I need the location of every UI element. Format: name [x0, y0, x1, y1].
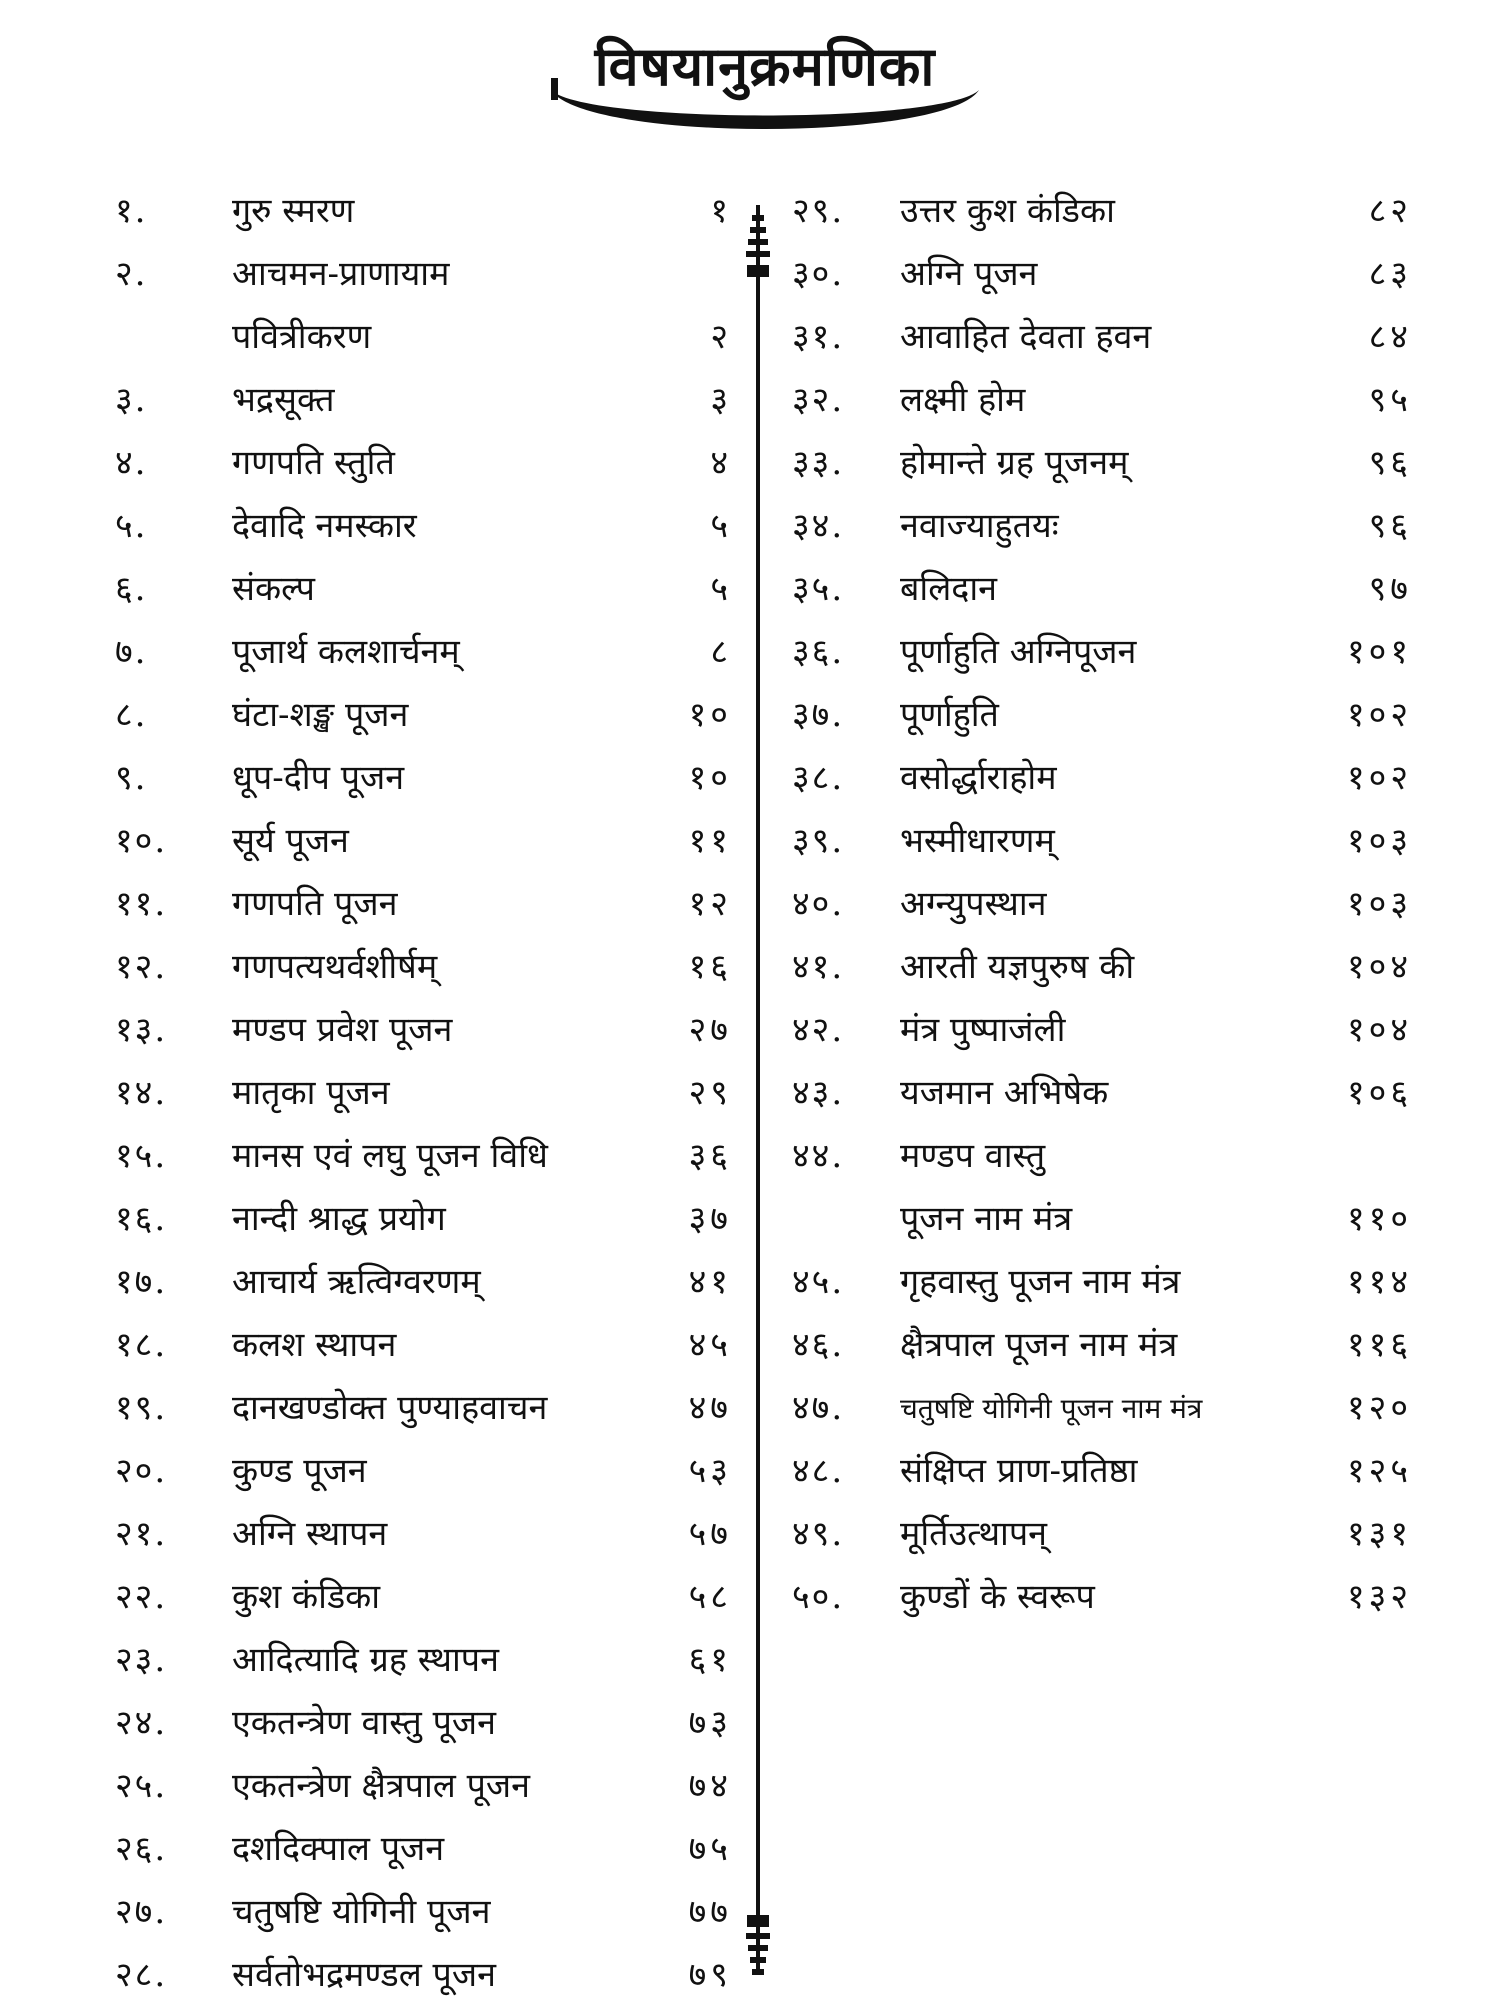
toc-entry	[0, 1440, 750, 1503]
toc-entry-page-number: ८४	[1368, 317, 1412, 357]
toc-entry	[0, 621, 750, 684]
toc-entry-page-number: ७४	[688, 1766, 732, 1806]
toc-entry-title: होमान्ते ग्रह पूजनम्	[900, 443, 1129, 483]
toc-entry-title: नवाज्याहुतयः	[900, 506, 1059, 546]
toc-entry	[0, 369, 750, 432]
toc-entry-page-number: ५३	[688, 1451, 732, 1491]
toc-entry-title: आदित्यादि ग्रह स्थापन	[232, 1640, 499, 1680]
toc-entry-number: ३९.	[792, 821, 845, 861]
toc-entry-page-number: २	[710, 317, 732, 357]
toc-entry	[0, 999, 750, 1062]
toc-entry-page-number: १६	[688, 947, 732, 987]
toc-entry	[760, 1566, 1500, 1629]
toc-entry	[0, 1062, 750, 1125]
toc-entry-title: सर्वतोभद्रमण्डल पूजन	[232, 1955, 496, 1995]
toc-entry-page-number: १	[710, 191, 732, 231]
toc-entry-title: मंत्र पुष्पाजंली	[900, 1010, 1066, 1050]
toc-entry-number: ८.	[115, 695, 148, 735]
toc-entry	[760, 306, 1500, 369]
toc-entry	[760, 243, 1500, 306]
toc-entry-number: २१.	[115, 1514, 168, 1554]
toc-entry-number: २४.	[115, 1703, 168, 1743]
toc-entry-page-number: १०	[688, 758, 732, 798]
toc-entry-number: १२.	[115, 947, 168, 987]
toc-entry-number: ४६.	[792, 1325, 845, 1365]
toc-entry	[0, 810, 750, 873]
toc-entry-number: १०.	[115, 821, 168, 861]
toc-entry-title: गणपत्यथर्वशीर्षम्	[232, 947, 438, 987]
toc-entry-number: २२.	[115, 1577, 168, 1617]
toc-entry	[760, 1125, 1500, 1188]
toc-entry-number: ७.	[115, 632, 148, 672]
toc-entry-page-number: ५८	[688, 1577, 732, 1617]
toc-entry-title: पूर्णाहुति अग्निपूजन	[900, 632, 1137, 672]
toc-entry-page-number: ३६	[688, 1136, 732, 1176]
toc-entry-title: पूजन नाम मंत्र	[900, 1199, 1073, 1239]
toc-entry-number: १६.	[115, 1199, 168, 1239]
toc-entry-page-number: ११०	[1346, 1199, 1412, 1239]
toc-entry-number: १९.	[115, 1388, 168, 1428]
toc-entry	[0, 1566, 750, 1629]
toc-entry-title: आवाहित देवता हवन	[900, 317, 1152, 357]
toc-entry	[760, 495, 1500, 558]
toc-entry-page-number: २७	[688, 1010, 732, 1050]
toc-entry-number: २३.	[115, 1640, 168, 1680]
toc-entry-page-number: १०१	[1346, 632, 1412, 672]
toc-entry	[760, 873, 1500, 936]
toc-entry	[0, 684, 750, 747]
toc-entry-number: ४५.	[792, 1262, 845, 1302]
toc-entry-title: दशदिक्पाल पूजन	[232, 1829, 445, 1869]
toc-entry-number: ३४.	[792, 506, 845, 546]
toc-entry-title: घंटा-शङ्ख पूजन	[232, 695, 409, 735]
toc-entry	[0, 243, 750, 306]
toc-entry-page-number: १०३	[1346, 821, 1412, 861]
toc-entry-number: ३२.	[792, 380, 845, 420]
toc-entry-number: ३३.	[792, 443, 845, 483]
toc-entry	[760, 1062, 1500, 1125]
toc-entry-page-number: ३७	[688, 1199, 732, 1239]
toc-entry-title: पूजार्थ कलशार्चनम्	[232, 632, 460, 672]
toc-entry	[760, 1251, 1500, 1314]
toc-entry-number: ४४.	[792, 1136, 845, 1176]
toc-entry-number: ४९.	[792, 1514, 845, 1554]
toc-entry-title: चतुषष्टि योगिनी पूजन	[232, 1892, 491, 1932]
toc-entry-number: ४०.	[792, 884, 845, 924]
toc-entry-page-number: ११६	[1346, 1325, 1412, 1365]
toc-entry-number: ३५.	[792, 569, 845, 609]
toc-entry	[0, 1503, 750, 1566]
toc-entry-number: ५०.	[792, 1577, 845, 1617]
toc-entry-page-number: ९७	[1368, 569, 1412, 609]
toc-entry-number: ४८.	[792, 1451, 845, 1491]
toc-entry	[0, 1188, 750, 1251]
toc-entry-page-number: १०	[688, 695, 732, 735]
toc-entry-number: ११.	[115, 884, 168, 924]
toc-entry-number: ६.	[115, 569, 148, 609]
toc-entry	[760, 747, 1500, 810]
toc-entry-title: मूर्तिउत्थापन्	[900, 1514, 1048, 1554]
toc-entry-title: गृहवास्तु पूजन नाम मंत्र	[900, 1262, 1181, 1302]
toc-entry	[0, 1881, 750, 1944]
toc-entry	[760, 1377, 1500, 1440]
toc-entry-number: ४१.	[792, 947, 845, 987]
toc-entry-page-number: १०३	[1346, 884, 1412, 924]
toc-entry	[0, 873, 750, 936]
toc-entry	[0, 1818, 750, 1881]
toc-entry-page-number: १२	[688, 884, 732, 924]
toc-entry-number: ३१.	[792, 317, 845, 357]
toc-entry	[760, 810, 1500, 873]
toc-entry	[0, 306, 750, 369]
toc-entry	[760, 936, 1500, 999]
toc-entry-title: गणपति स्तुति	[232, 443, 395, 483]
toc-entry-title: उत्तर कुश कंडिका	[900, 191, 1115, 231]
toc-entry-title: मण्डप प्रवेश पूजन	[232, 1010, 453, 1050]
toc-entry	[760, 1440, 1500, 1503]
toc-entry-number: ४३.	[792, 1073, 845, 1113]
toc-entry-title: धूप-दीप पूजन	[232, 758, 405, 798]
toc-entry	[0, 432, 750, 495]
toc-entry-page-number: ६१	[688, 1640, 732, 1680]
toc-entry-page-number: २९	[688, 1073, 732, 1113]
toc-entry-title: यजमान अभिषेक	[900, 1073, 1109, 1113]
toc-entry-title: क्षैत्रपाल पूजन नाम मंत्र	[900, 1325, 1178, 1365]
toc-entry	[0, 1755, 750, 1818]
toc-entry-number: २७.	[115, 1892, 168, 1932]
toc-entry	[0, 1314, 750, 1377]
toc-entry-title: मानस एवं लघु पूजन विधि	[232, 1136, 548, 1176]
toc-entry-number: ४२.	[792, 1010, 845, 1050]
toc-entry-page-number: ५	[710, 506, 732, 546]
toc-entry	[0, 1692, 750, 1755]
toc-entry-title: नान्दी श्राद्ध प्रयोग	[232, 1199, 446, 1239]
toc-entry	[0, 180, 750, 243]
toc-entry-title: चतुषष्टि योगिनी पूजन नाम मंत्र	[900, 1392, 1203, 1425]
toc-entry	[0, 747, 750, 810]
toc-entry	[0, 1629, 750, 1692]
toc-entry-title: बलिदान	[900, 569, 998, 609]
toc-entry-page-number: ४१	[688, 1262, 732, 1302]
toc-entry	[760, 558, 1500, 621]
toc-entry	[760, 684, 1500, 747]
toc-entry-page-number: ९६	[1368, 506, 1412, 546]
toc-entry-number: ५.	[115, 506, 148, 546]
toc-entry-page-number: ९६	[1368, 443, 1412, 483]
toc-entry-title: आचमन-प्राणायाम	[232, 254, 450, 294]
toc-entry-page-number: ७९	[688, 1955, 732, 1995]
toc-left-column	[0, 180, 750, 2007]
toc-entry-page-number: ७३	[688, 1703, 732, 1743]
toc-entry-number: ३६.	[792, 632, 845, 672]
toc-entry-page-number: १२५	[1346, 1451, 1412, 1491]
toc-entry	[0, 936, 750, 999]
toc-entry-title: एकतन्त्रेण वास्तु पूजन	[232, 1703, 497, 1743]
toc-entry	[760, 1314, 1500, 1377]
toc-entry-page-number: ४७	[688, 1388, 732, 1428]
toc-entry-number: १७.	[115, 1262, 168, 1302]
toc-entry-title: आरती यज्ञपुरुष की	[900, 947, 1135, 987]
toc-entry-title: लक्ष्मी होम	[900, 380, 1026, 420]
toc-entry-title: कुण्डों के स्वरूप	[900, 1577, 1095, 1617]
toc-entry-page-number: १०४	[1346, 947, 1412, 987]
toc-entry-title: गुरु स्मरण	[232, 191, 355, 231]
toc-entry-number: २०.	[115, 1451, 168, 1491]
toc-entry-number: ३०.	[792, 254, 845, 294]
toc-entry-number: २.	[115, 254, 148, 294]
toc-entry-title: दानखण्डोक्त पुण्याहवाचन	[232, 1388, 548, 1428]
toc-entry-title: सूर्य पूजन	[232, 821, 349, 861]
toc-entry-number: २६.	[115, 1829, 168, 1869]
toc-entry-title: गणपति पूजन	[232, 884, 398, 924]
toc-entry-number: ९.	[115, 758, 148, 798]
toc-entry-page-number: ५७	[688, 1514, 732, 1554]
toc-entry	[0, 1125, 750, 1188]
toc-entry-page-number: ८२	[1368, 191, 1412, 231]
toc-entry-page-number: १३२	[1346, 1577, 1412, 1617]
toc-entry-page-number: ७७	[688, 1892, 732, 1932]
toc-entry-title: वसोर्द्धाराहोम	[900, 758, 1057, 798]
toc-entry-number: २९.	[792, 191, 845, 231]
toc-entry	[0, 495, 750, 558]
toc-entry	[760, 369, 1500, 432]
toc-entry	[0, 1251, 750, 1314]
toc-entry	[760, 999, 1500, 1062]
toc-entry-number: १४.	[115, 1073, 168, 1113]
toc-entry-title: संकल्प	[232, 569, 315, 609]
toc-entry-page-number: ३	[710, 380, 732, 420]
toc-entry-page-number: १२०	[1346, 1388, 1412, 1428]
toc-entry-number: १.	[115, 191, 148, 231]
toc-entry-title: अग्नि स्थापन	[232, 1514, 388, 1554]
toc-entry	[0, 558, 750, 621]
toc-entry-title: कुण्ड पूजन	[232, 1451, 367, 1491]
toc-entry-page-number: ७५	[688, 1829, 732, 1869]
toc-entry-title: एकतन्त्रेण क्षैत्रपाल पूजन	[232, 1766, 531, 1806]
toc-entry-page-number: १३१	[1346, 1514, 1412, 1554]
page-title: विषयानुक्रमणिका	[594, 35, 936, 98]
toc-entry-number: ३७.	[792, 695, 845, 735]
title-cartouche	[545, 32, 985, 142]
toc-entry-title: अग्नि पूजन	[900, 254, 1038, 294]
toc-entry-title: अग्न्युपस्थान	[900, 884, 1047, 924]
toc-entry	[760, 1188, 1500, 1251]
toc-entry-page-number: १०४	[1346, 1010, 1412, 1050]
toc-entry-page-number: १०२	[1346, 758, 1412, 798]
toc-entry-page-number: ११	[688, 821, 732, 861]
toc-entry-page-number: ८	[710, 632, 732, 672]
toc-entry-number: १५.	[115, 1136, 168, 1176]
toc-entry-number: २५.	[115, 1766, 168, 1806]
toc-entry-page-number: ८३	[1368, 254, 1412, 294]
toc-entry-title: देवादि नमस्कार	[232, 506, 417, 546]
toc-entry-number: १८.	[115, 1325, 168, 1365]
toc-entry-page-number: ४५	[688, 1325, 732, 1365]
toc-entry-page-number: ९५	[1368, 380, 1412, 420]
toc-entry	[760, 180, 1500, 243]
toc-entry-title: कलश स्थापन	[232, 1325, 397, 1365]
toc-entry	[760, 621, 1500, 684]
toc-entry-number: ३८.	[792, 758, 845, 798]
toc-entry-title: पूर्णाहुति	[900, 695, 999, 735]
toc-entry	[760, 1503, 1500, 1566]
toc-entry-title: मण्डप वास्तु	[900, 1136, 1046, 1176]
toc-entry	[760, 432, 1500, 495]
toc-entry-title: पवित्रीकरण	[232, 317, 372, 357]
toc-entry-page-number: ४	[710, 443, 732, 483]
toc-entry-number: ३.	[115, 380, 148, 420]
toc-entry-page-number: ११४	[1346, 1262, 1412, 1302]
toc-entry-number: ४७.	[792, 1388, 845, 1428]
toc-right-column	[760, 180, 1500, 1629]
toc-entry-title: संक्षिप्त प्राण-प्रतिष्ठा	[900, 1451, 1138, 1491]
toc-entry-title: मातृका पूजन	[232, 1073, 390, 1113]
toc-entry-title: आचार्य ऋत्विग्वरणम्	[232, 1262, 481, 1302]
toc-entry-number: १३.	[115, 1010, 168, 1050]
toc-entry-title: भस्मीधारणम्	[900, 821, 1055, 861]
toc-entry-page-number: १०२	[1346, 695, 1412, 735]
toc-entry	[0, 1944, 750, 2007]
toc-entry-title: कुश कंडिका	[232, 1577, 381, 1617]
toc-entry-number: २८.	[115, 1955, 168, 1995]
toc-entry-page-number: १०६	[1346, 1073, 1412, 1113]
toc-entry-title: भद्रसूक्त	[232, 380, 335, 420]
toc-entry	[0, 1377, 750, 1440]
toc-entry-page-number: ५	[710, 569, 732, 609]
toc-entry-number: ४.	[115, 443, 148, 483]
